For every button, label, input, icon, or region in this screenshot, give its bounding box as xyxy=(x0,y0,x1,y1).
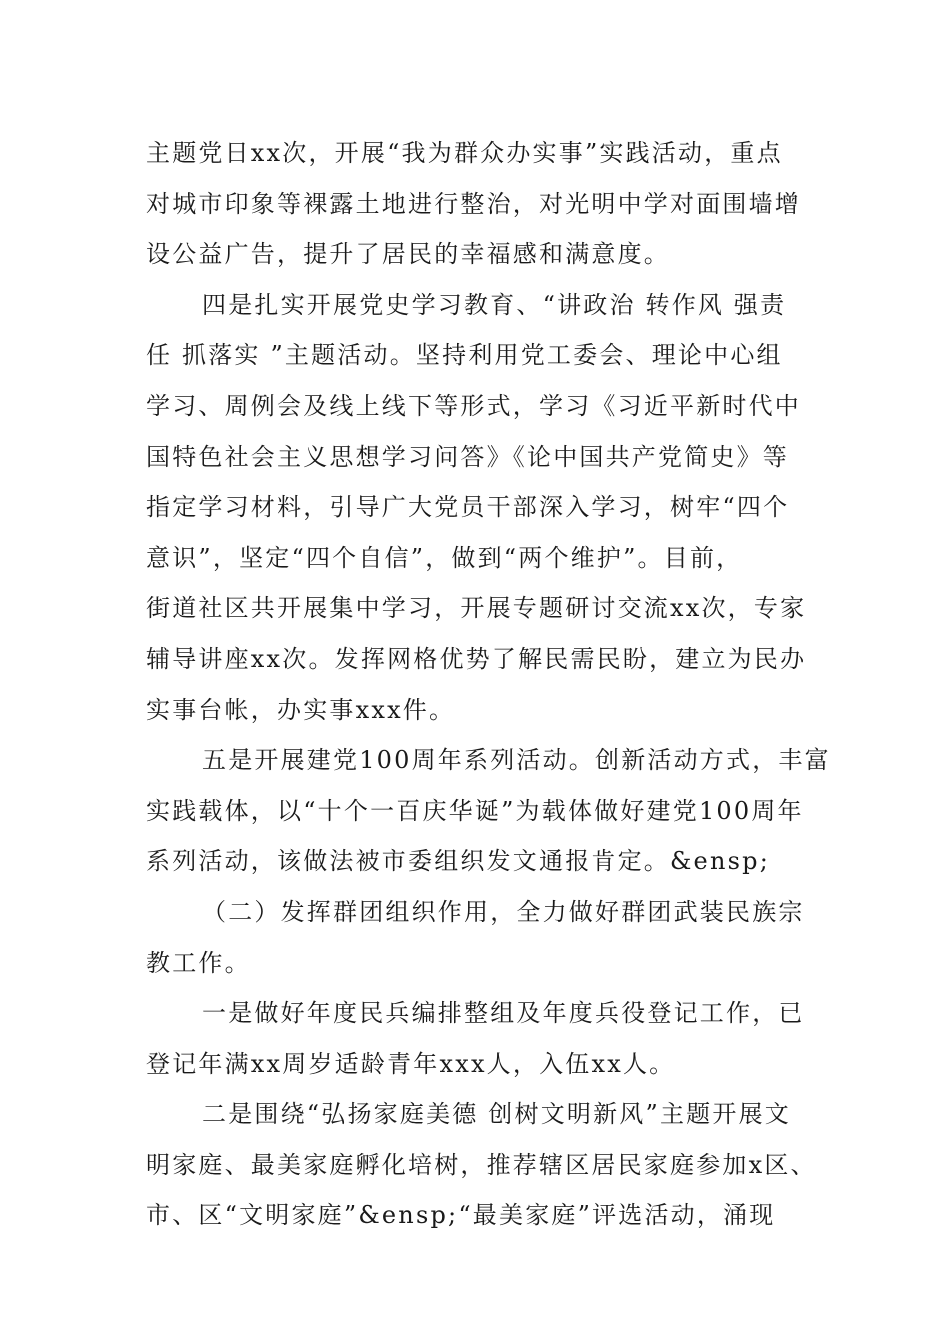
text-line: 辅导讲座xx次。发挥网格优势了解民需民盼，建立为民办 xyxy=(146,644,807,673)
paragraph-start-line: 二是围绕“弘扬家庭美德 创树文明新风”主题开展文 xyxy=(202,1100,791,1129)
text-line: 明家庭、最美家庭孵化培树，推荐辖区居民家庭参加x区、 xyxy=(146,1150,817,1179)
text-line: 街道社区共开展集中学习，开展专题研讨交流xx次，专家 xyxy=(146,594,807,623)
paragraph-start-line: 五是开展建党100周年系列活动。创新活动方式，丰富 xyxy=(202,746,831,775)
text-line: 指定学习材料，引导广大党员干部深入学习，树牢“四个 xyxy=(146,493,790,522)
text-line: 教工作。 xyxy=(146,948,251,977)
text-line: 意识”，坚定“四个自信”，做到“两个维护”。目前， xyxy=(146,543,743,572)
text-line: 对城市印象等裸露土地进行整治，对光明中学对面围墙增 xyxy=(146,189,801,218)
section-heading-line: （二）发挥群团组织作用，全力做好群团武装民族宗 xyxy=(202,897,805,926)
text-line: 实践载体，以“十个一百庆华诞”为载体做好建党100周年 xyxy=(146,796,804,825)
document-body xyxy=(146,128,831,1241)
text-line: 国特色社会主义思想学习问答》《论中国共产党简史》等 xyxy=(146,442,789,471)
text-line: 主题党日xx次，开展“我为群众办实事”实践活动，重点 xyxy=(146,139,783,167)
text-line: 实事台帐，办实事xxx件。 xyxy=(146,695,456,724)
text-line: 市、区“文明家庭”&ensp;“最美家庭”评选活动，涌现 xyxy=(146,1201,776,1230)
text-line: 任 抓落实 ”主题活动。坚持利用党工委会、理论中心组 xyxy=(146,341,783,370)
text-line: 设公益广告，提升了居民的幸福感和满意度。 xyxy=(146,240,670,269)
text-line: 系列活动，该做法被市委组织发文通报肯定。&ensp; xyxy=(146,847,770,876)
text-line: 学习、周例会及线上线下等形式，学习《习近平新时代中 xyxy=(146,391,801,420)
paragraph-start-line: 一是做好年度民兵编排整组及年度兵役登记工作，已 xyxy=(202,999,805,1028)
paragraph-start-line: 四是扎实开展党史学习教育、“讲政治 转作风 强责 xyxy=(202,290,787,319)
text-line: 登记年满xx周岁适龄青年xxx人，入伍xx人。 xyxy=(146,1049,676,1078)
